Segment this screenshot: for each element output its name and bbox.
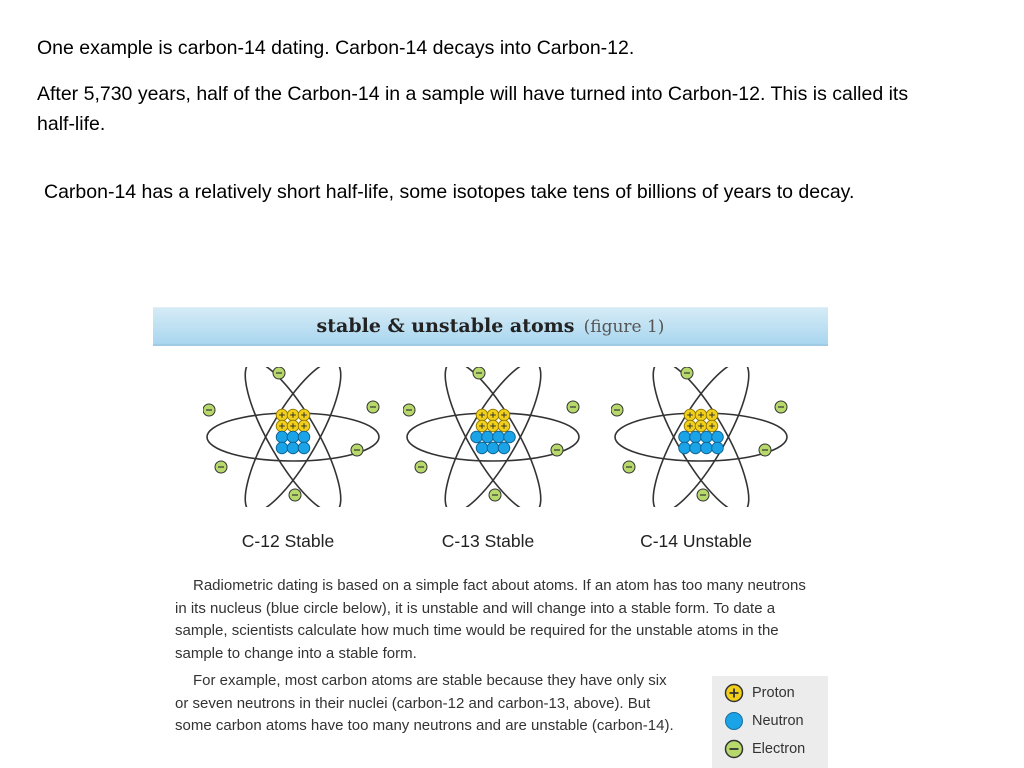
legend-label-proton: Proton <box>752 685 795 701</box>
proton <box>487 409 499 421</box>
atom-c14-diagram <box>611 367 791 507</box>
proton <box>476 420 488 432</box>
proton <box>695 420 707 432</box>
atom-label-c14: C-14 Unstable <box>640 531 752 551</box>
electron <box>489 489 501 501</box>
neutron <box>712 431 724 443</box>
proton <box>476 409 488 421</box>
atom-label-c12: C-12 Stable <box>241 531 335 551</box>
figure-stable-unstable-atoms <box>153 307 828 768</box>
electron <box>759 444 771 456</box>
electron <box>203 404 215 416</box>
figure-legend <box>712 676 828 768</box>
legend-item-electron <box>724 737 805 761</box>
electron <box>215 461 227 473</box>
neutron <box>498 442 510 454</box>
electron <box>567 401 579 413</box>
electron <box>273 367 285 379</box>
electron <box>775 401 787 413</box>
electron <box>681 367 693 379</box>
neutron <box>701 442 713 454</box>
figure-header <box>153 307 828 346</box>
proton <box>498 420 510 432</box>
neutron <box>276 431 288 443</box>
electron-icon <box>724 739 744 759</box>
electron <box>367 401 379 413</box>
proton-icon <box>724 683 744 703</box>
neutron <box>298 442 310 454</box>
proton <box>276 420 288 432</box>
neutron <box>287 442 299 454</box>
neutron <box>712 442 724 454</box>
legend-item-proton <box>724 681 795 705</box>
electron <box>697 489 709 501</box>
neutron <box>476 442 488 454</box>
proton <box>706 409 718 421</box>
neutron <box>504 431 516 443</box>
electron <box>289 489 301 501</box>
neutron <box>487 442 499 454</box>
neutron <box>679 431 691 443</box>
electron <box>403 404 415 416</box>
proton <box>298 409 310 421</box>
proton <box>276 409 288 421</box>
atom-label-c13: C-13 Stable <box>441 531 535 551</box>
neutron <box>276 442 288 454</box>
legend-item-neutron <box>724 709 804 733</box>
figure-paragraph-2: For example, most carbon atoms are stable because they have only six or seven neutrons in their nuclei (carbon-12 and carbon-13, above). But some carbon atoms have too many neutrons and are unstable (carbon-14). <box>175 672 674 734</box>
proton <box>498 409 510 421</box>
neutron <box>690 442 702 454</box>
electron <box>611 404 623 416</box>
legend-label-electron: Electron <box>752 741 806 757</box>
slide-text-line2: After 5,730 years, half of the Carbon-14 in a sample will have turned into Carbon-12. This is called its half-life. <box>37 83 909 135</box>
neutron <box>679 442 691 454</box>
proton <box>684 409 696 421</box>
slide-text-line1: One example is carbon-14 dating. Carbon-14 decays into Carbon-12. <box>37 37 635 59</box>
slide-text-line3: Carbon-14 has a relatively short half-life, some isotopes take tens of billions of years to decay. <box>44 181 855 203</box>
proton <box>287 420 299 432</box>
neutron <box>690 431 702 443</box>
electron <box>623 461 635 473</box>
neutron <box>482 431 494 443</box>
proton <box>695 409 707 421</box>
figure-title: stable & unstable atoms <box>316 315 575 337</box>
neutron <box>493 431 505 443</box>
neutron <box>298 431 310 443</box>
neutron-icon <box>724 711 744 731</box>
figure-subtitle: (figure 1) <box>583 317 665 337</box>
proton <box>487 420 499 432</box>
proton <box>287 409 299 421</box>
electron <box>351 444 363 456</box>
neutron <box>471 431 483 443</box>
atom-c13-diagram <box>403 367 583 507</box>
legend-label-neutron: Neutron <box>752 713 804 729</box>
neutron <box>287 431 299 443</box>
electron <box>415 461 427 473</box>
proton <box>706 420 718 432</box>
electron <box>473 367 485 379</box>
neutron <box>701 431 713 443</box>
electron <box>551 444 563 456</box>
proton <box>298 420 310 432</box>
atom-c12-diagram <box>203 367 383 507</box>
figure-paragraph-1: Radiometric dating is based on a simple fact about atoms. If an atom has too many neutrons in its nucleus (blue circle below), it is unstable and will change into a stable form. To date a sample, scientists calculate how much time would be required for the unstable atoms in the sample to change into a stable form. <box>175 577 806 662</box>
proton <box>684 420 696 432</box>
